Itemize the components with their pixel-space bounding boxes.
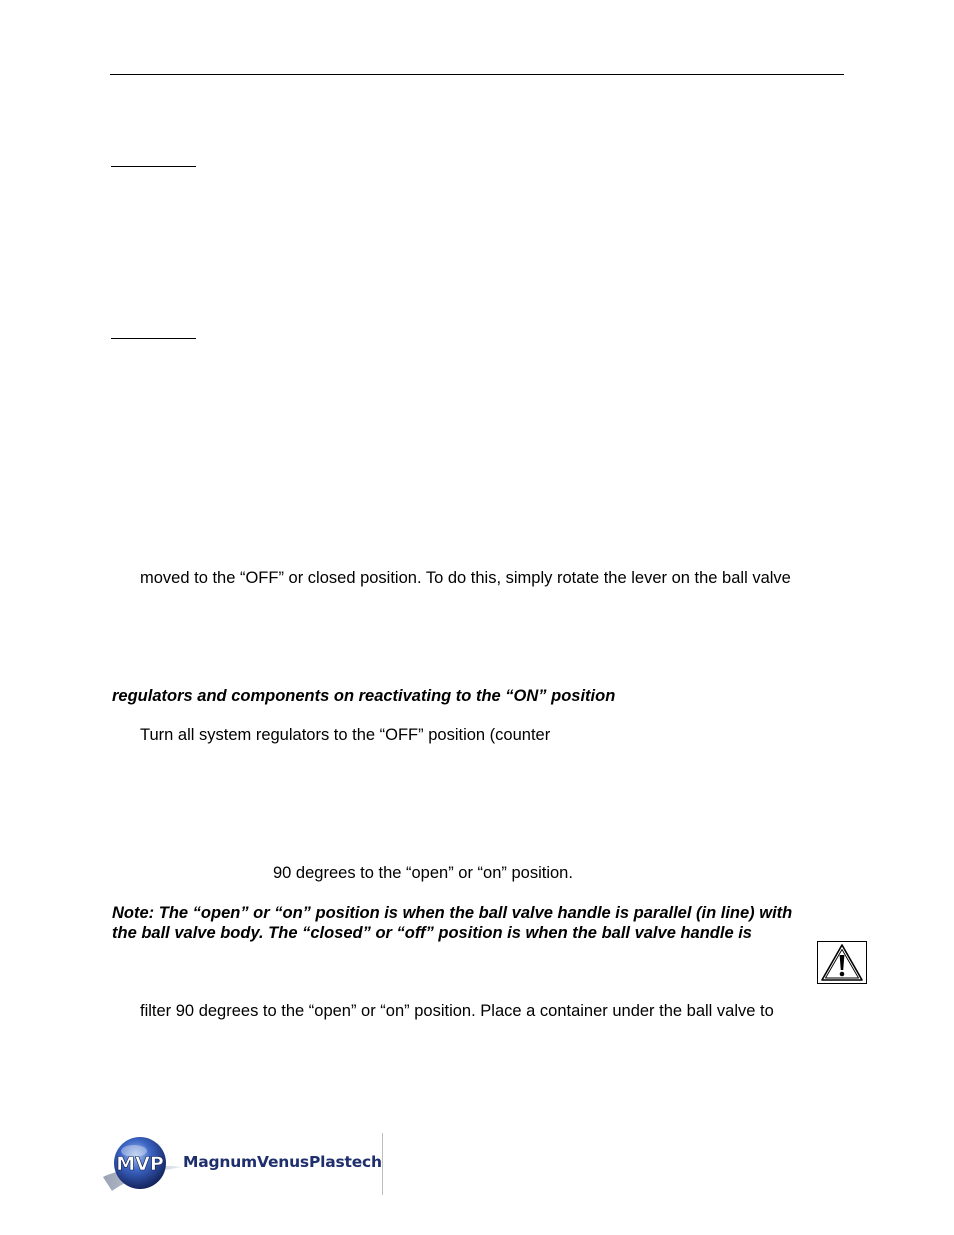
company-logo <box>100 1133 382 1195</box>
logo-divider <box>382 1133 383 1195</box>
section-heading-underline-1 <box>111 166 196 167</box>
header-rule <box>110 74 844 75</box>
warning-triangle-icon <box>817 941 867 984</box>
paragraph-ball-valve-off: moved to the “OFF” or closed position. To do this, simply rotate the lever on the ball valve <box>140 569 791 587</box>
mvp-globe-icon <box>100 1133 186 1195</box>
paragraph-regulators-off: Turn all system regulators to the “OFF” position (counter <box>140 726 551 744</box>
note-line-2: the ball valve body. The “closed” or “off” position is when the ball valve handle is <box>112 924 752 942</box>
section-heading-underline-2 <box>111 338 196 339</box>
logo-badge-text: MVP <box>116 1153 164 1175</box>
paragraph-open-on-position: 90 degrees to the “open” or “on” position. <box>273 864 573 882</box>
note-line-1: Note: The “open” or “on” position is when the ball valve handle is parallel (in line) with <box>112 904 793 922</box>
paragraph-reactivating-heading: regulators and components on reactivating to the “ON” position <box>112 687 616 705</box>
paragraph-filter-open: filter 90 degrees to the “open” or “on” position. Place a container under the ball valve to <box>140 1002 774 1020</box>
company-name: MagnumVenusPlastech <box>183 1153 382 1171</box>
